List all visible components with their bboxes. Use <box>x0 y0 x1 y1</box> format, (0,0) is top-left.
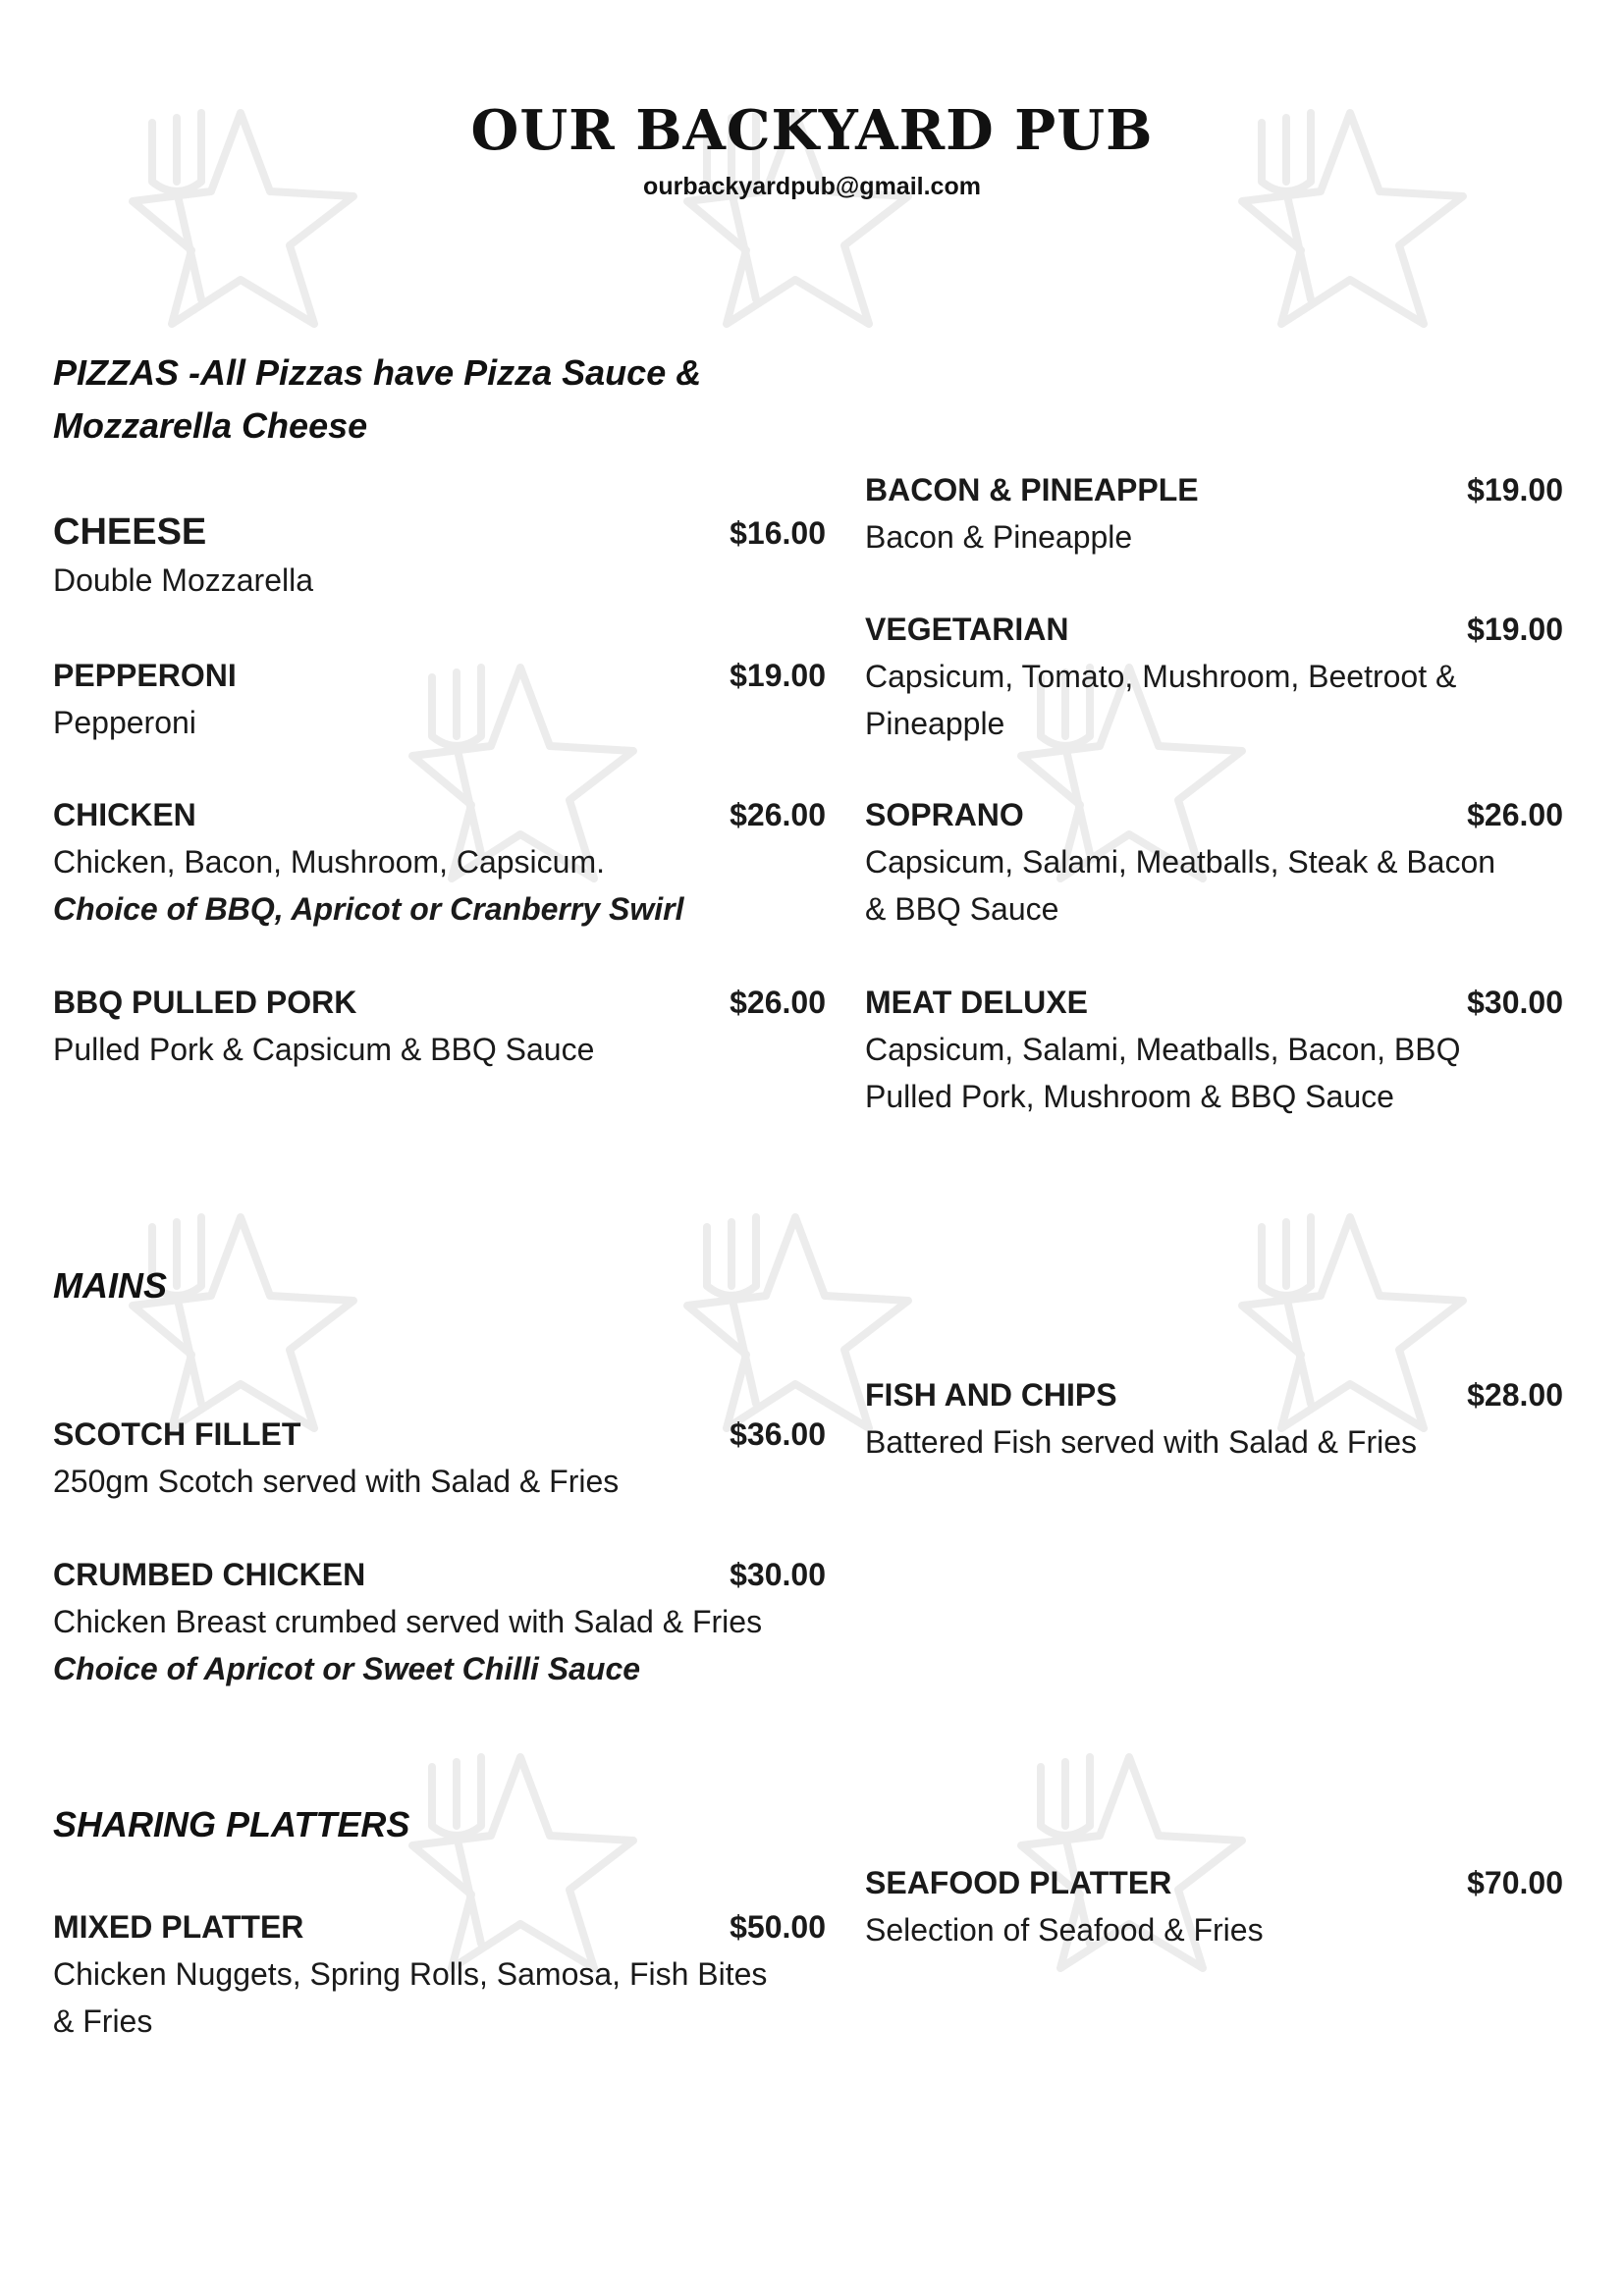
item-name: CHICKEN <box>53 797 196 832</box>
item-name: SCOTCH FILLET <box>53 1416 301 1452</box>
item-price: $19.00 <box>1467 472 1563 507</box>
item-price: $28.00 <box>1467 1377 1563 1413</box>
menu-item-mixed-platter <box>53 1903 826 2045</box>
item-price: $26.00 <box>730 985 826 1020</box>
item-name: MEAT DELUXE <box>865 985 1088 1020</box>
item-description: Pineapple <box>865 706 1005 741</box>
item-description: 250gm Scotch served with Salad & Fries <box>53 1464 620 1499</box>
item-description: Pepperoni <box>53 705 196 740</box>
item-name: VEGETARIAN <box>865 612 1069 647</box>
item-description: Pulled Pork & Capsicum & BBQ Sauce <box>53 1032 595 1067</box>
item-price: $30.00 <box>730 1557 826 1592</box>
item-description: Battered Fish served with Salad & Fries <box>865 1424 1418 1460</box>
item-name: BACON & PINEAPPLE <box>865 472 1199 507</box>
item-name: MIXED PLATTER <box>53 1909 304 1945</box>
menu-item-vegetarian <box>865 606 1563 747</box>
item-price: $70.00 <box>1467 1865 1563 1900</box>
item-price: $26.00 <box>730 797 826 832</box>
item-note: Choice of BBQ, Apricot or Cranberry Swirl <box>53 891 684 927</box>
item-name: SEAFOOD PLATTER <box>865 1865 1172 1900</box>
item-name: BBQ PULLED PORK <box>53 985 357 1020</box>
menu-item-seafood-platter <box>865 1859 1563 1953</box>
item-name: SOPRANO <box>865 797 1024 832</box>
item-price: $36.00 <box>730 1416 826 1452</box>
restaurant-email: ourbackyardpub@gmail.com <box>643 173 981 200</box>
item-description: Capsicum, Salami, Meatballs, Steak & Bacon <box>865 844 1496 880</box>
menu-item-cheese <box>53 508 826 604</box>
item-description: Capsicum, Tomato, Mushroom, Beetroot & <box>865 659 1457 694</box>
menu-item-crumbed-chicken <box>53 1551 826 1692</box>
item-description: Capsicum, Salami, Meatballs, Bacon, BBQ <box>865 1032 1461 1067</box>
item-description: & BBQ Sauce <box>865 891 1059 927</box>
section-title-pizzas-line1: PIZZAS -All Pizzas have Pizza Sauce & <box>53 352 702 393</box>
item-description: Bacon & Pineapple <box>865 519 1133 555</box>
item-name: FISH AND CHIPS <box>865 1377 1117 1413</box>
menu-item-scotch-fillet <box>53 1411 826 1505</box>
item-price: $19.00 <box>730 658 826 693</box>
item-price: $26.00 <box>1467 797 1563 832</box>
section-title-sharing-platters: SHARING PLATTERS <box>53 1804 410 1844</box>
menu-item-bbq-pulled-pork <box>53 979 826 1073</box>
fork-star-icon <box>1203 1178 1556 1531</box>
item-description: & Fries <box>53 2003 153 2039</box>
item-name: PEPPERONI <box>53 658 237 693</box>
menu-item-bacon-pineapple <box>865 466 1563 561</box>
item-note: Choice of Apricot or Sweet Chilli Sauce <box>53 1651 641 1686</box>
item-price: $50.00 <box>730 1909 826 1945</box>
section-title-pizzas-line2: Mozzarella Cheese <box>53 405 368 446</box>
item-description: Chicken Breast crumbed served with Salad & Fries <box>53 1604 763 1639</box>
menu-item-meat-deluxe <box>865 979 1563 1120</box>
item-description: Chicken Nuggets, Spring Rolls, Samosa, Fish Bites <box>53 1956 768 1992</box>
item-price: $30.00 <box>1467 985 1563 1020</box>
item-name: CRUMBED CHICKEN <box>53 1557 366 1592</box>
item-description: Chicken, Bacon, Mushroom, Capsicum. <box>53 844 605 880</box>
section-title-mains: MAINS <box>53 1265 167 1306</box>
item-description: Selection of Seafood & Fries <box>865 1912 1264 1948</box>
menu-item-pepperoni <box>53 652 826 746</box>
menu-item-soprano <box>865 791 1563 933</box>
item-price: $16.00 <box>730 515 826 551</box>
menu-item-fish-and-chips <box>865 1371 1563 1466</box>
item-description: Double Mozzarella <box>53 562 314 598</box>
item-description: Pulled Pork, Mushroom & BBQ Sauce <box>865 1079 1394 1114</box>
section-title-pizzas <box>53 347 701 453</box>
item-price: $19.00 <box>1467 612 1563 647</box>
menu-item-chicken <box>53 791 826 933</box>
restaurant-title: OUR BACKYARD PUB <box>470 98 1154 163</box>
item-name: CHEESE <box>53 511 207 553</box>
